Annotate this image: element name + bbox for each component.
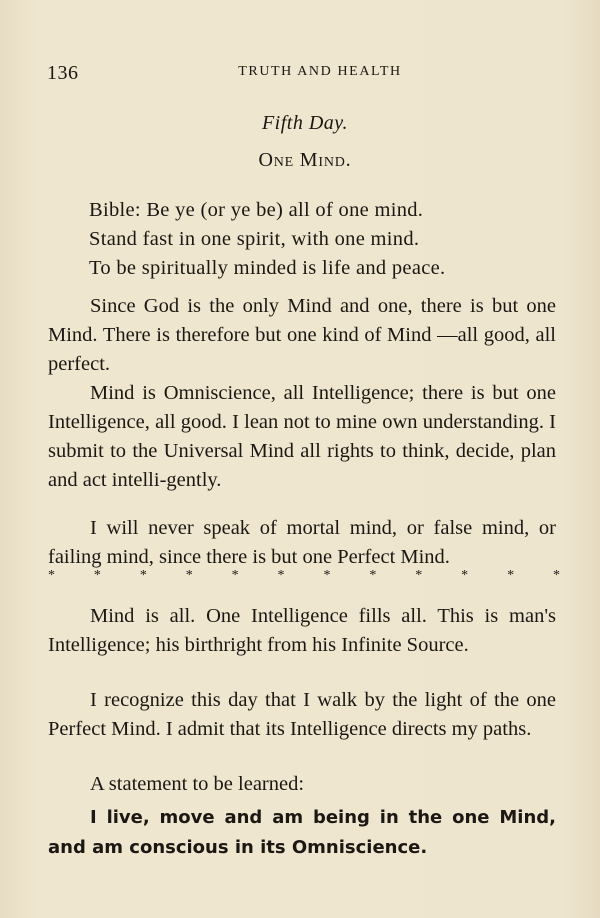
paragraph-mind-is-all: Mind is all. One Intelligence fills all. This is man's Intelligence; his birthright from his Infinite Source. [48, 605, 556, 656]
divider-star: * [461, 568, 469, 583]
bible-line-3: To be spiritually minded is life and peace. [89, 257, 446, 279]
section-divider-stars [48, 568, 560, 584]
paragraph-never-speak: I will never speak of mortal mind, or false mind, or failing mind, since there is but one Perfect Mind. [48, 517, 556, 568]
divider-star: * [48, 568, 55, 583]
divider-star: * [507, 568, 515, 583]
section-title: Fifth Day. [261, 112, 349, 134]
divider-star: * [415, 568, 423, 583]
paragraph-one-mind: Since God is the only Mind and one, there is but one Mind. There is therefore but one kind of Mind —all good, all perfect. [48, 295, 556, 375]
divider-star: * [552, 568, 560, 583]
paragraph-recognize: I recognize this day that I walk by the light of the one Perfect Mind. I admit that its Intelligence directs my paths. [48, 689, 556, 740]
bible-line-2: Stand fast in one spirit, with one mind. [89, 228, 420, 250]
divider-star: * [231, 568, 239, 583]
section-subtitle: One Mind. [258, 149, 352, 171]
running-head: TRUTH AND HEALTH [238, 64, 402, 79]
divider-star: * [369, 568, 377, 583]
divider-star: * [185, 568, 193, 583]
page-number: 136 [47, 62, 79, 84]
divider-star: * [93, 568, 101, 583]
divider-star: * [277, 568, 285, 583]
bible-line-1: Bible: Be ye (or ye be) all of one mind. [89, 199, 424, 221]
divider-star: * [323, 568, 331, 583]
statement-to-learn: I live, move and am being in the one Mind, and am conscious in its Omniscience. [48, 807, 556, 858]
paragraph-statement-intro: A statement to be learned: [90, 773, 305, 795]
divider-star: * [139, 568, 147, 583]
paragraph-omniscience: Mind is Omniscience, all Intelligence; there is but one Intelligence, all good. I lean not to mine own understanding. I submit to the Universal Mind all rights to think, decide, plan and act intelli-gently. [48, 382, 556, 491]
